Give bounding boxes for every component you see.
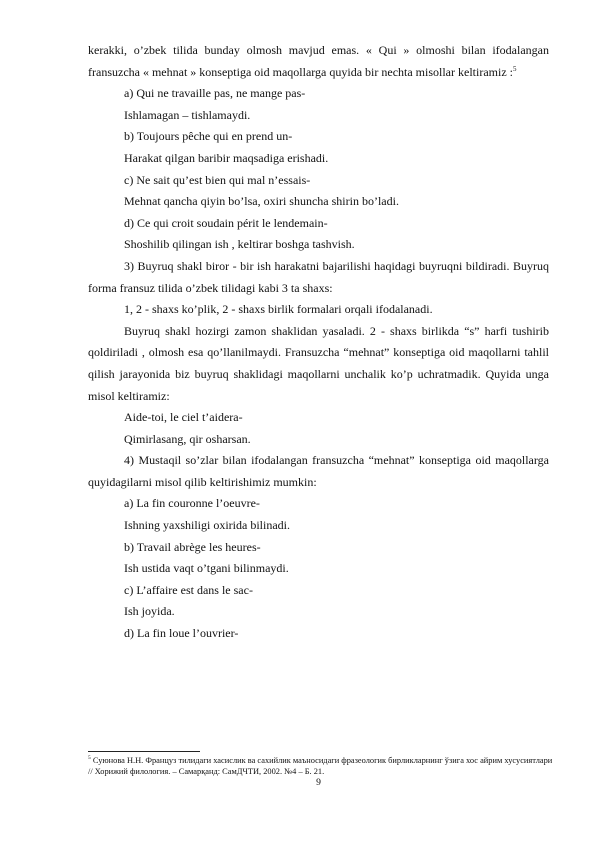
footnote-number: 5: [88, 755, 91, 762]
paragraph-imperative-forms: 1, 2 - shaxs ko’plik, 2 - shaxs birlik formalari orqali ifodalanadi.: [124, 302, 433, 317]
example4-b-uzbek: Ish ustida vaqt o’tgani bilinmaydi.: [124, 561, 289, 576]
example-imperative-uzbek: Qimirlasang, qir osharsan.: [124, 431, 251, 446]
example-b-french: b) Toujours pêche qui en prend un-: [124, 129, 293, 144]
example-a-uzbek: Ishlamagan – tishlamaydi.: [124, 107, 251, 122]
example4-a-uzbek: Ishning yaxshiligi oxirida bilinadi.: [124, 518, 290, 533]
footnote-reference[interactable]: 5: [512, 64, 517, 73]
footnote: [88, 755, 558, 777]
example4-c-french: c) L’affaire est dans le sac-: [124, 582, 253, 597]
example-c-uzbek: Mehnat qancha qiyin bo’lsa, oxiri shuncha shirin bo’ladi.: [124, 194, 399, 209]
example-imperative-french: Aide-toi, le ciel t’aidera-: [124, 410, 243, 425]
paragraph-intro-text: kerakki, o’zbek tilida bunday olmosh mavjud emas. « Qui » olmoshi bilan ifodalangan fransuzcha « mehnat » konseptiga oid maqollarga quyida bir nechta misollar keltiramiz :: [88, 43, 549, 79]
example-c-french: c) Ne sait qu’est bien qui mal n’essais-: [124, 172, 311, 187]
footnote-text: Суюнова Н.Н. Француз тилидаги хасислик ва сахийлик маъносидаги фразеологик бирликларнинг ўзига хос айрим хусусиятлари // Хорижий филология. – Самарқанд: СамДЧТИ, 2002. №4 – Б. 21.: [88, 756, 553, 776]
example4-c-uzbek: Ish joyida.: [124, 604, 175, 619]
example-d-uzbek: Shoshilib qilingan ish , keltirar boshga tashvish.: [124, 237, 355, 252]
example4-d-french: d) La fin loue l’ouvrier-: [124, 626, 239, 641]
paragraph-intro: [88, 40, 549, 83]
example-d-french: d) Ce qui croit soudain périt le lendemain-: [124, 215, 328, 230]
example-a-french: a) Qui ne travaille pas, ne mange pas-: [124, 86, 306, 101]
page-number: 9: [316, 777, 321, 788]
footnote-divider: [88, 751, 200, 752]
example4-a-french: a) La fin couronne l’oeuvre-: [124, 496, 260, 511]
paragraph-independent-words: 4) Mustaqil so’zlar bilan ifodalangan fransuzcha “mehnat” konseptiga oid maqollarga quyidagilarni misol qilib keltirishimiz mumkin:: [88, 453, 549, 489]
paragraph-imperative-formation: Buyruq shakl hozirgi zamon shaklidan yasaladi. 2 - shaxs birlikda “s” harfi tushirib qoldiriladi , olmosh esa qo’llanilmaydi. Fransuzcha “mehnat” konseptiga oid maqollarni tahlil qilish jarayonida biz buyruq shaklidagi maqollarni unchalik ko’p uchratmadik. Quyida unga misol keltiramiz:: [88, 323, 549, 403]
body-text: [88, 40, 549, 645]
example-b-uzbek: Harakat qilgan baribir maqsadiga erishadi.: [124, 150, 329, 165]
example4-b-french: b) Travail abrège les heures-: [124, 539, 261, 554]
paragraph-imperative: 3) Buyruq shakl biror - bir ish harakatni bajarilishi haqidagi buyruqni bildiradi. Buyruq forma fransuz tilida o’zbek tilidagi kabi 3 ta shaxs:: [88, 258, 549, 295]
